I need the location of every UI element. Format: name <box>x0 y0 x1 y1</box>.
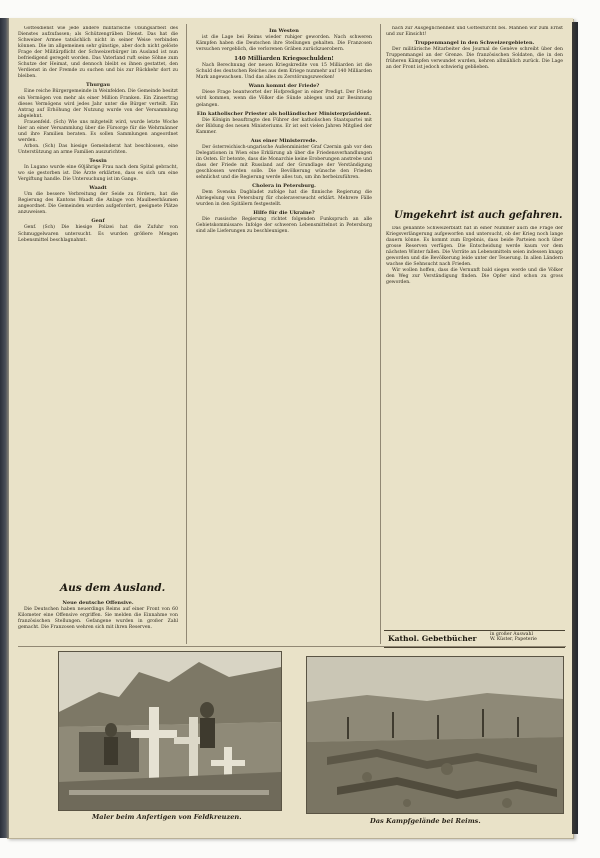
section-heading: Im Westen <box>269 28 299 34</box>
photo-painters <box>58 651 282 811</box>
column-rule <box>186 24 187 644</box>
article-paragraph: Diese Frage beantwortet der Hofprediger in einer Predigt. Der Friede wird kommen, wenn die Völker die Sünde ablegen und zur Besinnung gelangen. <box>196 90 372 108</box>
headline-ungekehrt: Umgekehrt ist auch gefahren. <box>394 210 563 221</box>
article-paragraph: ist die Lage bei Reims wieder ruhiger geworden. Nach schweren Kämpfen haben die Deutschen ihre Stellungen gehalten. Die Franzosen versuchen vergeblich, die verlorenen Gräben zurückzuerobern. <box>196 35 372 53</box>
ad-title: Kathol. Gebetbücher <box>388 634 477 643</box>
column-2 <box>196 26 372 656</box>
section-heading: Wann kommt der Friede? <box>248 83 320 90</box>
column-1-ausland <box>18 598 178 642</box>
ad-subtext <box>490 632 537 643</box>
article-paragraph: Arbon. (Sch) Das hiesige Gemeinderat hat beschlossen, eine Unterstützung an arme Familien auszurichten. <box>18 143 178 155</box>
section-heading: Neue deutsche Offensive. <box>62 600 134 606</box>
section-heading: Cholera in Petersburg. <box>252 183 316 190</box>
book-binding-right <box>572 22 578 834</box>
article-paragraph: Genf. (Sch) Die hiesige Polizei hat die Zufuhr von Schmuggelwaren untersucht. Es wurden größere Mengen Lebensmittel beschlagnahmt. <box>18 225 178 243</box>
article-paragraph: Das genannte Schweizerblatt hat in einer Nummer auch die Frage der Kriegsverlängerung aufgeworfen und untersucht, ob der Krieg noch lange dauern könne. Es kommt zum Ergebnis, dass beide Parteien noch über grosse Reserven verfügen. Die Entscheidung werde kaum vor dem nächsten Winter fallen. Die Vorräte an Lebensmitteln seien indessen knapp geworden und die Bevölkerung leide unter der Teuerung. In allen Ländern wachse die Sehnsucht nach Frieden. <box>386 226 563 268</box>
section-heading: Thurgau <box>86 82 110 89</box>
article-paragraph: Dem Svenska Dagbladet zufolge hat die finnische Regierung die Abriegelung von Petersburg für choleraverseucht erklärt. Mehrere Fälle wurden in den Spitälern festgestellt. <box>196 190 372 208</box>
headline-ausland: Aus dem Ausland. <box>60 582 166 594</box>
article-paragraph: Eine reiche Bürgergemeinde in Weinfelden. Die Gemeinde besitzt ein Vermögen von mehr als einer Million Franken. Ein Zinsertrag dieses Vermögens wird jedes Jahr unter die Bürger verteilt. Ein Antrag auf Erhöhung der Nutzung wurde von der Versammlung abgelehnt. <box>18 89 178 119</box>
article-paragraph: Um die bessere Verbreitung der Seide zu fördern, hat die Regierung des Kantons Waadt die Anlage von Maulbeerbäumen angeordnet. Die Gemeinden wurden aufgefordert, geeignete Plätze anzuweisen. <box>18 192 178 216</box>
section-heading: Waadt <box>89 185 107 192</box>
headline-kriegsschulden: 140 Milliarden Kriegsschulden! <box>234 56 334 63</box>
photo-painters-image <box>59 652 281 810</box>
article-paragraph: nach zur Ausgeglichenheit und Gottesfurcht bei. Mahnen wir zum Ernst und zur Einsicht! <box>386 26 563 38</box>
article-paragraph: In Lugano wurde eine 60jährige Frau nach dem Spital gebracht, wo sie gestorben ist. Die Ärzte erklärten, dass es sich um eine Vergiftung handle. Die Untersuchung ist im Gange. <box>18 165 178 183</box>
article-paragraph: Die Königin beauftragte den Führer der katholischen Staatspartei mit der Bildung des neuen Ministeriums. Er ist seit vielen Jahren Mitglied der Kammer. <box>196 117 372 135</box>
advertisement <box>384 630 565 648</box>
section-heading: Truppenmangel in den Schweizergebieten. <box>414 40 535 47</box>
section-heading: Aus einer Ministerrede. <box>250 137 318 144</box>
section-heading: Ein katholischer Priester als holländischer Ministerpräsident. <box>196 110 372 117</box>
section-heading: Tessin <box>89 157 107 164</box>
section-heading: Genf <box>91 218 105 225</box>
book-binding-left <box>0 18 9 838</box>
photo-battlefield <box>306 656 564 814</box>
column-3-lower <box>386 226 563 626</box>
article-paragraph: Die russische Regierung richtet folgenden Funkspruch an alle Gebietskommissare: Infolge der schweren Lebensmittelnot in Petersburg sind alle Lieferungen zu beschleunigen. <box>196 217 372 235</box>
section-heading: Hilfe für die Ukraine? <box>253 210 315 217</box>
article-paragraph: Gottesdienst wie jede andere militärische Übungsarbeit des Dienstes aufzufassen; als Schützengräben Dienst. Das hat die Schweizer Armee tatsächlich nicht in seiner Weise verbinden können. Die im allgemeinen sehr günstige, aber doch nicht gelöste Frage der Militärpflicht der Schweizerbürger im Ausland ist nun befriedigend geregelt worden. Das Vaterland ruft seine Söhne zum Schutze der Heimat, und dennoch bleibt es ihnen gestattet, den Verdienst in der Fremde zu suchen und bis zur Rückkehr dort zu bleiben. <box>18 26 178 80</box>
ad-subtext-line: in großer Auswahl <box>490 632 533 637</box>
article-paragraph: Frauenfeld. (Sch) Wie uns mitgeteilt wird, wurde letzte Woche hier an einer Versammlung über die Fürsorge für die Wehrmänner und ihre Familien beraten. Es sollen Sammlungen angeordnet werden. <box>18 119 178 143</box>
article-paragraph: Der österreichisch-ungarische Außenminister Graf Czernin gab vor den Delegationen in Wien eine Erklärung ab über die Friedensverhandlungen im Osten. Er betonte, dass die Monarchie keine Eroberungen anstrebe und dass der Friede mit Russland auf der Grundlage der Verständigung geschlossen werden solle. Die Bevölkerung wünsche den Frieden sehnlichst und die Regierung werde alles tun, um ihn herbeizuführen. <box>196 144 372 181</box>
photo-caption-right: Das Kampfgelände bei Reims. <box>370 817 481 825</box>
photo-caption-left: Maler beim Anfertigen von Feldkreuzen. <box>92 813 242 821</box>
ad-subtext-line: W. Küster, Papeterie <box>490 637 537 643</box>
article-paragraph: Nach Berechnung der neuen Kriegskredite von 15 Milliarden ist die Schuld des deutschen Reiches aus dem Kriege nunmehr auf 140 Milliarden Mark angewachsen. Und das alles zu Zerstörungszwecken! <box>196 63 372 81</box>
photo-battlefield-image <box>307 657 563 813</box>
column-rule <box>380 24 381 644</box>
article-paragraph: Die Deutschen haben neuerdings Reims auf einer Front von 60 Kilometer eine Offensive ergriffen. Sie melden die Einnahme von französischen Stellungen. Gefangene wurden in großer Zahl gemacht. Die Franzosen wehren sich mit ihren Reserven. <box>18 607 178 631</box>
column-1 <box>18 26 178 638</box>
article-paragraph: Wir wollen hoffen, dass die Vernunft bald siegen werde und die Völker den Weg zur Verständigung finden. Die Opfer sind schon zu gross geworden. <box>386 268 563 286</box>
article-paragraph: Der militärische Mitarbeiter des Journal de Genève schreibt über den Truppenmangel an der Grenze. Die französischen Soldaten, die in den früheren Kämpfen verwundet wurden, kehren allmählich zurück. Die Lage an der Front ist jedoch schwierig geblieben. <box>386 47 563 71</box>
